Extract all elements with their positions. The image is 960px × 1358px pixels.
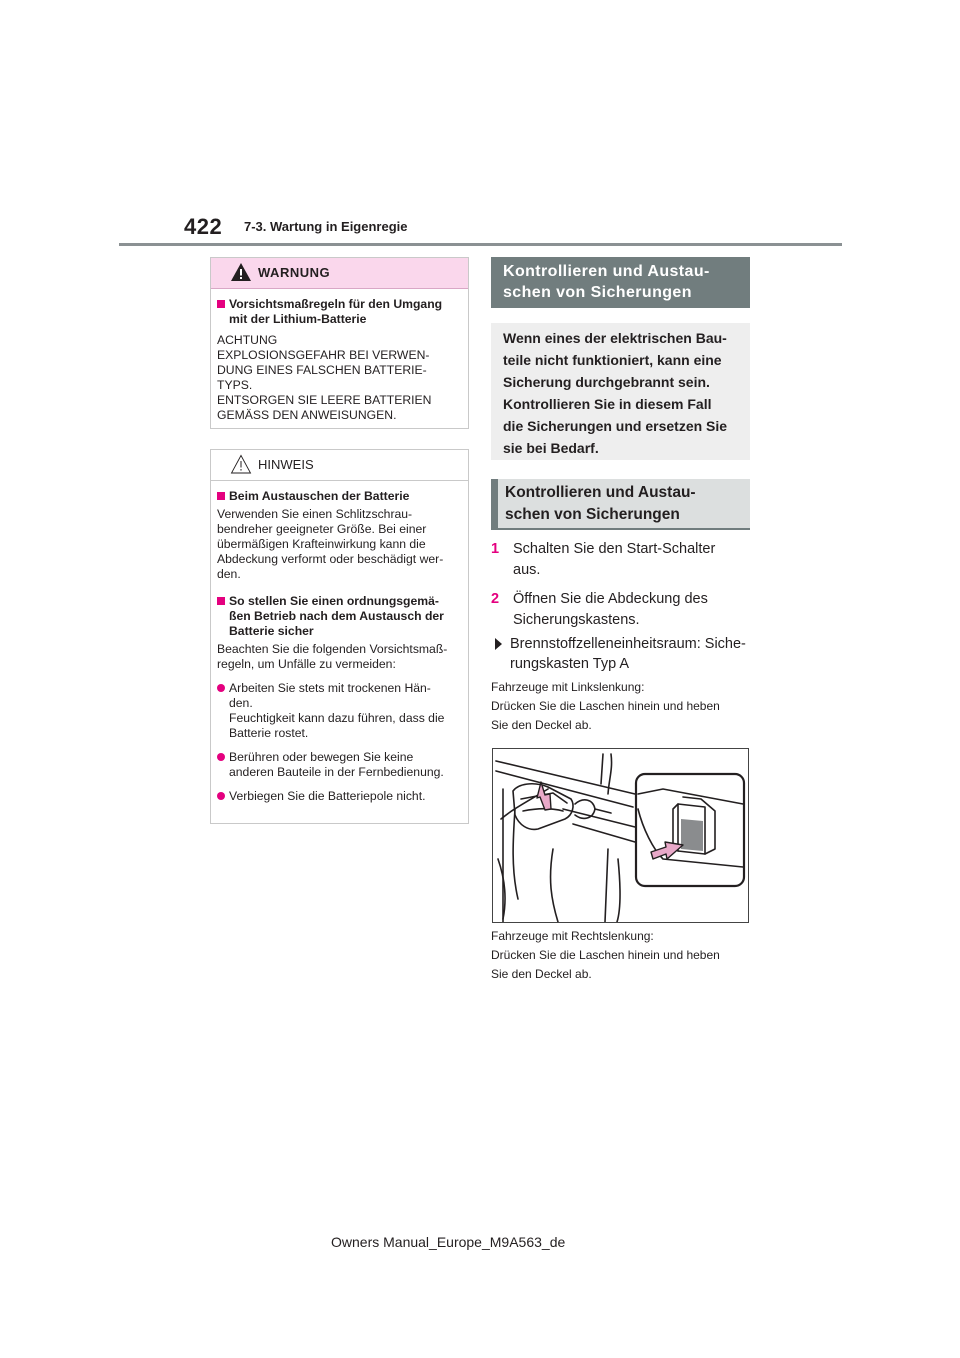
left-hand-drive-caption: Fahrzeuge mit Linkslenkung: Drücken Sie die Laschen hinein und heben Sie den Deckel ab. — [491, 680, 720, 732]
hint-bullet: Verbiegen Sie die Batteriepole nicht. — [217, 789, 462, 804]
step-1 — [491, 539, 753, 581]
warning-title: WARNUNG — [258, 265, 331, 280]
step-number: 1 — [491, 541, 500, 557]
warning-body — [211, 289, 468, 423]
hint-body — [211, 481, 468, 804]
caution-triangle-icon — [230, 454, 252, 474]
warning-box — [210, 257, 469, 429]
step-text: Öffnen Sie die Abdeckung des Sicherungskastens. — [513, 591, 708, 628]
section-banner-dark: Kontrollieren und Austau- schen von Sicherungen — [491, 257, 750, 308]
hint-section1-title: Beim Austauschen der Batterie — [217, 489, 462, 504]
page-number: 422 — [184, 214, 223, 239]
step-2 — [491, 589, 753, 631]
hint-section1-text: Verwenden Sie einen Schlitzschrau- bendreher geeigneter Größe. Bei einer übermäßigen Krafteinwirkung kann die Abdeckung verformt oder beschädigt wer- den. — [217, 507, 444, 581]
step-text: Schalten Sie den Start-Schalter aus. — [513, 541, 716, 578]
warning-triangle-icon — [230, 262, 252, 282]
section-title: 7-3. Wartung in Eigenregie — [244, 219, 408, 234]
document-footer: Owners Manual_Europe_M9A563_de — [331, 1234, 566, 1250]
arrow-item — [491, 634, 753, 674]
arrow-item-text: Brennstoffzelleneinheitsraum: Siche- rungskasten Typ A — [510, 636, 746, 672]
hint-box — [210, 449, 469, 824]
section-banner-light: Kontrollieren und Austau- schen von Sicherungen — [491, 479, 750, 530]
hint-title: HINWEIS — [258, 457, 314, 472]
header-rule — [119, 243, 842, 246]
hint-header — [211, 450, 468, 481]
hint-bullet: Arbeiten Sie stets mit trockenen Hän- den. Feuchtigkeit kann dazu führen, dass die Batterie rostet. — [217, 681, 462, 741]
right-hand-drive-caption: Fahrzeuge mit Rechtslenkung: Drücken Sie die Laschen hinein und heben Sie den Deckel ab. — [491, 929, 720, 981]
warning-item-title: Vorsichtsmaßregeln für den Umgang mit der Lithium-Batterie — [217, 297, 462, 327]
fuse-box-illustration — [492, 748, 749, 923]
intro-box: Wenn eines der elektrischen Bau- teile nicht funktioniert, kann eine Sicherung durchgebrannt sein. Kontrollieren Sie in diesem Fall die Sicherungen und ersetzen Sie sie bei Bedarf. — [491, 323, 750, 460]
warning-text: ACHTUNG EXPLOSIONSGEFAHR BEI VERWEN- DUNG EINES FALSCHEN BATTERIE- TYPS. ENTSORGEN SIE LEERE BATTERIEN GEMÄSS DEN ANWEISUNGEN. — [217, 333, 432, 422]
hint-bullet: Berühren oder bewegen Sie keine anderen Bauteile in der Fernbedienung. — [217, 750, 462, 780]
fuse-box-drawing — [493, 749, 748, 922]
arrow-bullet-icon — [495, 638, 502, 650]
hint-section2-text: Beachten Sie die folgenden Vorsichtsmaß- regeln, um Unfälle zu vermeiden: — [217, 642, 448, 671]
step-number: 2 — [491, 591, 500, 607]
hint-section2-title: So stellen Sie einen ordnungsgemä- ßen Betrieb nach dem Austausch der Batterie sicher — [217, 594, 462, 639]
warning-header — [211, 258, 468, 289]
